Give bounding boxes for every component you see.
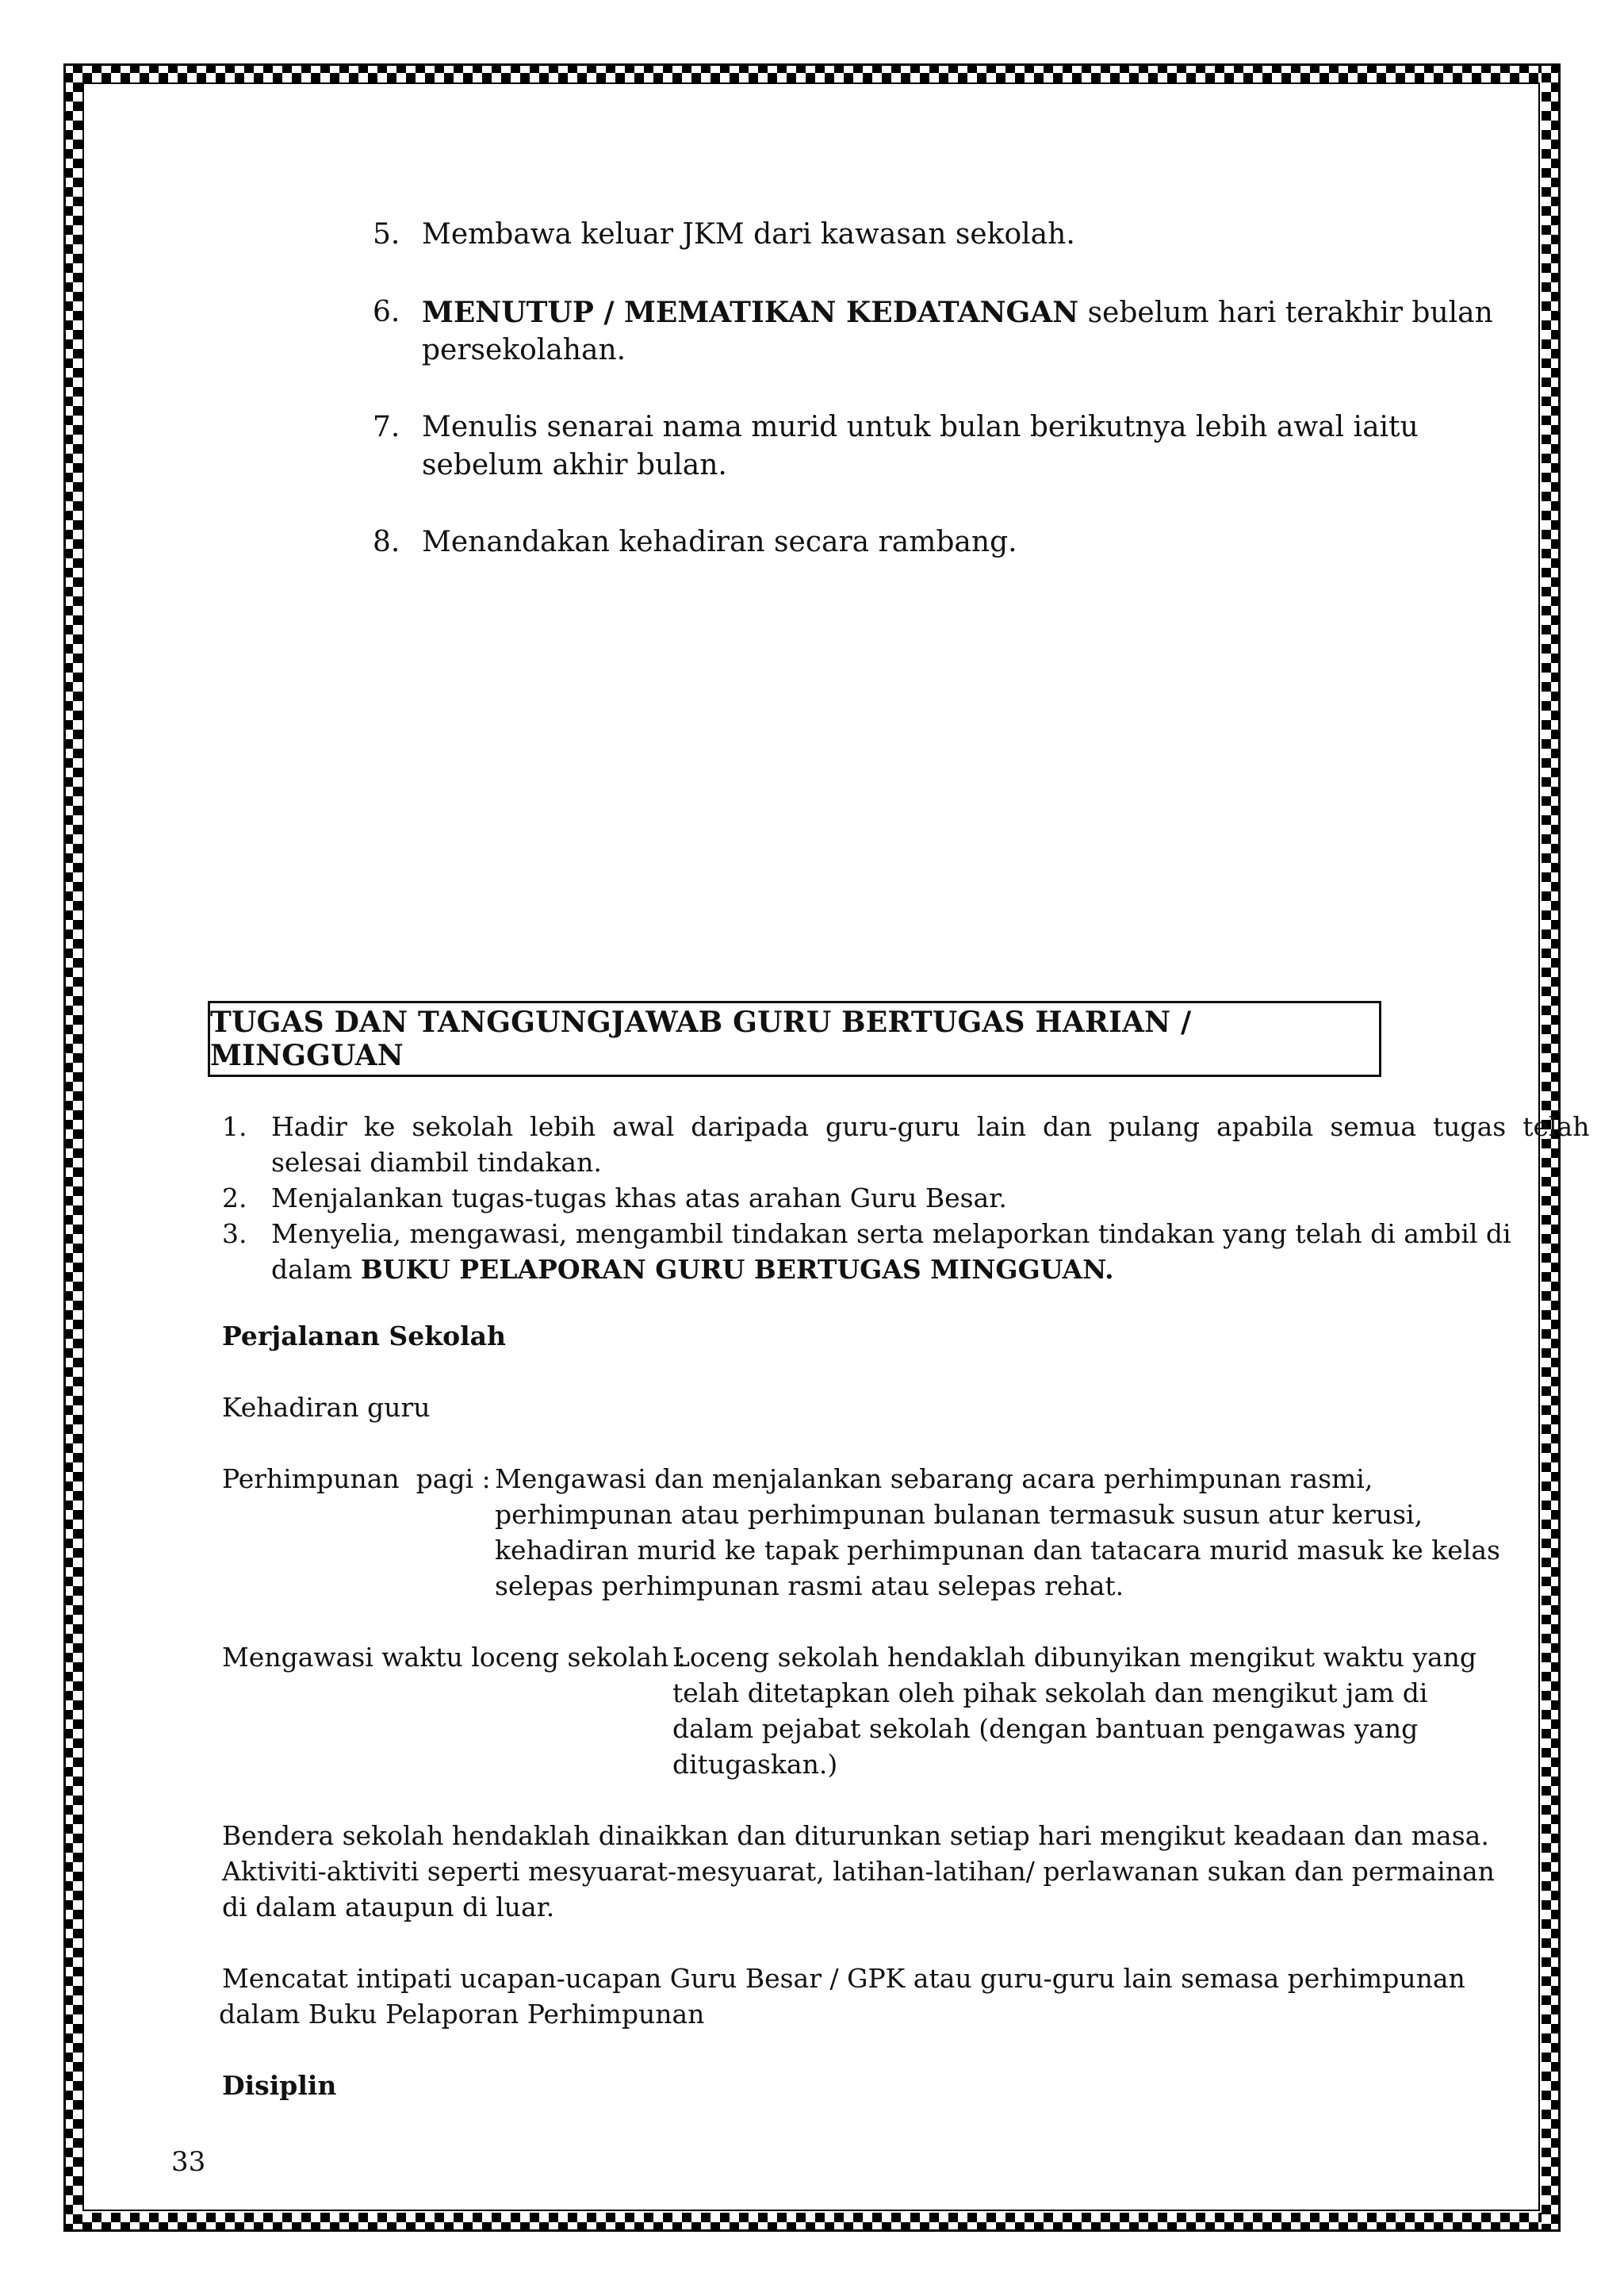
paragraph-line: di dalam ataupun di luar.: [222, 1892, 555, 1922]
paragraph-line: Aktiviti-aktiviti seperti mesyuarat-mesyuarat, latihan-latihan/ perlawanan sukan dan permainan: [222, 1856, 1495, 1887]
page-number: 33: [171, 2146, 206, 2178]
section-heading-box: [208, 1001, 1381, 1077]
loceng-line: telah ditetapkan oleh pihak sekolah dan mengikut jam di: [672, 1677, 1428, 1708]
loceng-line: Loceng sekolah hendaklah dibunyikan mengikut waktu yang: [672, 1642, 1477, 1673]
perhimpunan-line: perhimpunan atau perhimpunan bulanan termasuk susun atur kerusi,: [495, 1499, 1423, 1530]
kehadiran-guru-label: Kehadiran guru: [222, 1392, 431, 1423]
perhimpunan-label: Perhimpunan pagi :: [222, 1463, 491, 1494]
paragraph-line: Mencatat intipati ucapan-ucapan Guru Besar / GPK atau guru-guru lain semasa perhimpunan: [222, 1963, 1465, 1994]
paragraph-line: dalam Buku Pelaporan Perhimpunan: [219, 1999, 705, 2030]
loceng-line: ditugaskan.): [672, 1749, 838, 1780]
perhimpunan-line: selepas perhimpunan rasmi atau selepas rehat.: [495, 1570, 1124, 1601]
loceng-line: dalam pejabat sekolah (dengan bantuan pengawas yang: [672, 1713, 1419, 1744]
loceng-label: Mengawasi waktu loceng sekolah :: [222, 1642, 686, 1673]
perhimpunan-line: Mengawasi dan menjalankan sebarang acara perhimpunan rasmi,: [495, 1463, 1373, 1494]
perhimpunan-line: kehadiran murid ke tapak perhimpunan dan tatacara murid masuk ke kelas: [495, 1535, 1500, 1566]
section-heading: TUGAS DAN TANGGUNGJAWAB GURU BERTUGAS HARIAN / MINGGUAN: [210, 1006, 1192, 1072]
paragraph-line: Bendera sekolah hendaklah dinaikkan dan diturunkan setiap hari mengikut keadaan dan masa.: [222, 1820, 1489, 1851]
subheading-disiplin: Disiplin: [222, 2070, 337, 2101]
subheading-perjalanan-sekolah: Perjalanan Sekolah: [222, 1320, 507, 1351]
